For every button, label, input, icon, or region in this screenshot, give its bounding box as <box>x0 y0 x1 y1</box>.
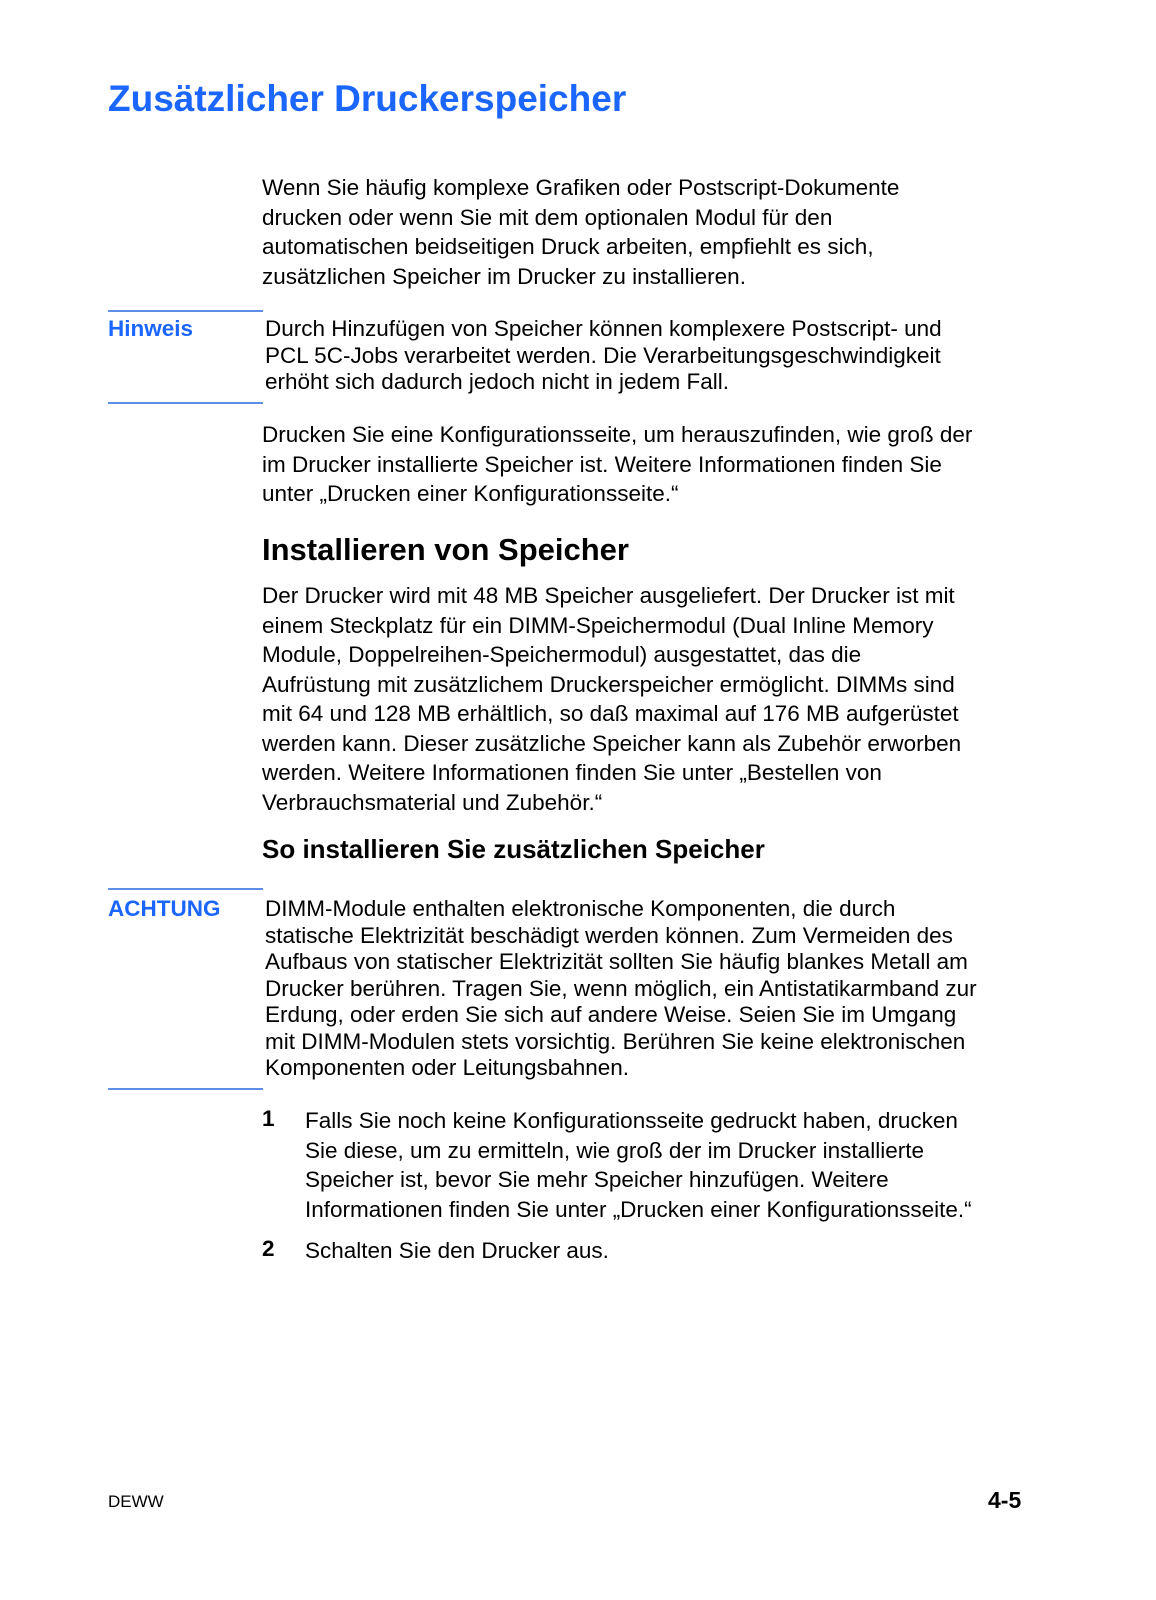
page-number: 4-5 <box>988 1487 1022 1513</box>
section-line: werden kann. Dieser zusätzliche Speicher kann als Zubehör erworben <box>262 730 962 756</box>
step-line: Schalten Sie den Drucker aus. <box>305 1238 609 1263</box>
step-line: Falls Sie noch keine Konfigurationsseite gedruckt haben, drucken <box>305 1108 958 1133</box>
step-text <box>305 1106 972 1224</box>
note-bottom-rule <box>108 402 263 404</box>
note-line: erhöht sich dadurch jedoch nicht in jedem Fall. <box>265 369 730 394</box>
caution-line: Komponenten oder Leitungsbahnen. <box>265 1055 630 1080</box>
step-text <box>305 1236 609 1266</box>
config-line: Drucken Sie eine Konfigurationsseite, um herauszufinden, wie groß der <box>262 422 973 447</box>
step-line: Speicher ist, bevor Sie mehr Speicher hinzufügen. Weitere <box>305 1167 889 1192</box>
section-paragraph <box>262 581 961 817</box>
footer-doc-code: DEWW <box>108 1492 164 1511</box>
section-line: Verbrauchsmaterial und Zubehör.“ <box>262 789 603 815</box>
caution-line: Drucker berühren. Tragen Sie, wenn möglich, ein Antistatikarmband zur <box>265 975 977 1001</box>
intro-paragraph <box>262 173 899 291</box>
step-number: 1 <box>262 1106 275 1131</box>
subsection-heading: So installieren Sie zusätzlichen Speicher <box>262 834 765 864</box>
caution-line: mit DIMM-Modulen stets vorsichtig. Berühren Sie keine elektronischen <box>265 1028 966 1054</box>
section-line: mit 64 und 128 MB erhältlich, so daß maximal auf 176 MB aufgerüstet <box>262 701 959 726</box>
section-line: einem Steckplatz für ein DIMM-Speichermodul (Dual Inline Memory <box>262 612 934 638</box>
section-line: Module, Doppelreihen-Speichermodul) ausgestattet, das die <box>262 642 862 667</box>
step-number: 2 <box>262 1236 275 1261</box>
note-line: PCL 5C-Jobs verarbeitet werden. Die Verarbeitungsgeschwindigkeit <box>265 342 941 368</box>
section-heading: Installieren von Speicher <box>262 532 629 567</box>
note-line: Durch Hinzufügen von Speicher können komplexere Postscript- und <box>265 316 942 341</box>
caution-label: ACHTUNG <box>108 896 221 921</box>
section-line: Der Drucker wird mit 48 MB Speicher ausgeliefert. Der Drucker ist mit <box>262 583 955 608</box>
caution-bottom-rule <box>108 1088 263 1090</box>
step-line: Informationen finden Sie unter „Drucken einer Konfigurationsseite.“ <box>305 1196 972 1222</box>
config-paragraph <box>262 420 972 509</box>
step-line: Sie diese, um zu ermitteln, wie groß der im Drucker installierte <box>305 1137 924 1163</box>
note-text <box>265 316 942 396</box>
intro-line: drucken oder wenn Sie mit dem optionalen Modul für den <box>262 204 833 230</box>
caution-line: Aufbaus von statischer Elektrizität sollten Sie häufig blankes Metall am <box>265 949 968 974</box>
note-label: Hinweis <box>108 316 194 341</box>
caution-text <box>265 896 977 1082</box>
note-top-rule <box>108 310 263 312</box>
intro-line: Wenn Sie häufig komplexe Grafiken oder Postscript-Dokumente <box>262 175 900 200</box>
section-line: werden. Weitere Informationen finden Sie unter „Bestellen von <box>262 760 882 785</box>
caution-top-rule <box>108 888 263 890</box>
caution-line: statische Elektrizität beschädigt werden können. Zum Vermeiden des <box>265 922 953 948</box>
page-title: Zusätzlicher Druckerspeicher <box>108 78 627 119</box>
config-line: im Drucker installierte Speicher ist. Weitere Informationen finden Sie <box>262 451 942 477</box>
config-line: unter „Drucken einer Konfigurationsseite.“ <box>262 481 679 506</box>
caution-line: Erdung, oder erden Sie sich auf andere Weise. Seien Sie im Umgang <box>265 1002 957 1027</box>
intro-line: zusätzlichen Speicher im Drucker zu installieren. <box>262 263 746 289</box>
section-line: Aufrüstung mit zusätzlichem Druckerspeicher ermöglicht. DIMMs sind <box>262 671 955 697</box>
intro-line: automatischen beidseitigen Druck arbeiten, empfiehlt es sich, <box>262 234 874 259</box>
caution-line: DIMM-Module enthalten elektronische Komponenten, die durch <box>265 896 896 921</box>
